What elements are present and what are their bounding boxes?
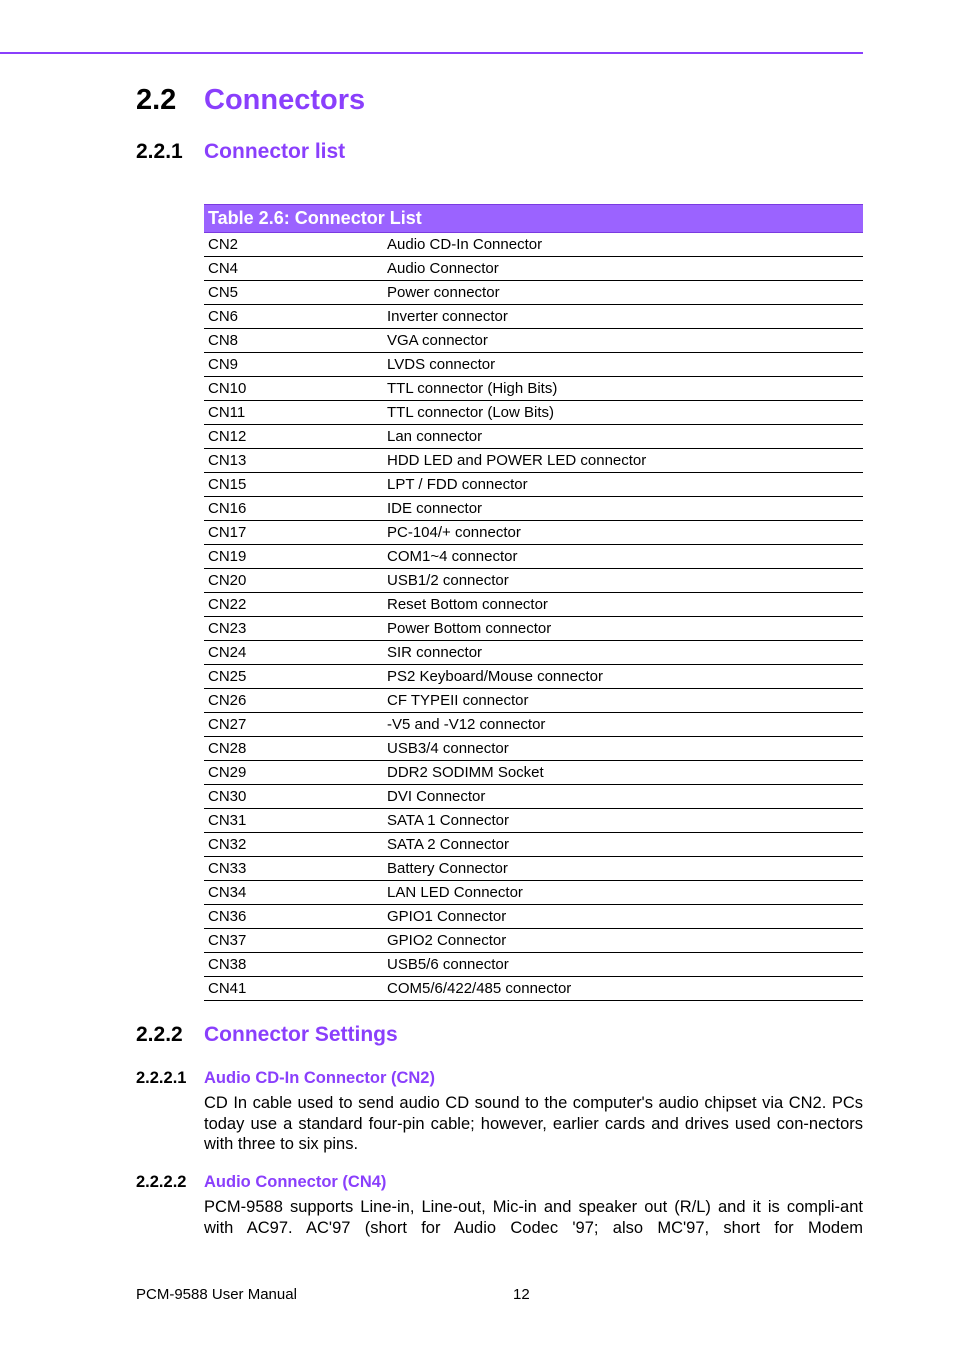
section-number: 2.2 xyxy=(136,84,177,116)
connector-description: Inverter connector xyxy=(387,308,508,325)
table-row xyxy=(204,473,863,497)
table-row xyxy=(204,809,863,833)
connector-description: Power connector xyxy=(387,284,500,301)
table-row xyxy=(204,449,863,473)
subsection-number: 2.2.2 xyxy=(136,1023,183,1046)
connector-id: CN26 xyxy=(208,692,247,709)
connector-id: CN15 xyxy=(208,476,247,493)
connector-id: CN32 xyxy=(208,836,247,853)
connector-id: CN34 xyxy=(208,884,247,901)
connector-description: Audio Connector xyxy=(387,260,499,277)
connector-id: CN13 xyxy=(208,452,247,469)
item-heading-cn2 xyxy=(136,1067,435,1089)
connector-id: CN6 xyxy=(208,308,239,325)
connector-id: CN30 xyxy=(208,788,247,805)
connector-description: Battery Connector xyxy=(387,860,508,877)
connector-id: CN38 xyxy=(208,956,247,973)
connector-id: CN27 xyxy=(208,716,247,733)
connector-description: Audio CD-In Connector xyxy=(387,236,543,253)
connector-description: VGA connector xyxy=(387,332,488,349)
table-row xyxy=(204,353,863,377)
connector-id: CN25 xyxy=(208,668,247,685)
table-row xyxy=(204,977,863,1001)
connector-id: CN36 xyxy=(208,908,247,925)
item-heading-cn4 xyxy=(136,1171,386,1193)
connector-id: CN16 xyxy=(208,500,247,517)
table-row xyxy=(204,689,863,713)
connector-description: Power Bottom connector xyxy=(387,620,552,637)
subsection-title: Connector Settings xyxy=(204,1023,398,1046)
item-number: 2.2.2.2 xyxy=(136,1173,187,1191)
connector-description: LAN LED Connector xyxy=(387,884,523,901)
table-row xyxy=(204,665,863,689)
connector-id: CN5 xyxy=(208,284,239,301)
connector-id: CN4 xyxy=(208,260,239,277)
table-row xyxy=(204,521,863,545)
connector-id: CN22 xyxy=(208,596,247,613)
connector-description: COM5/6/422/485 connector xyxy=(387,980,572,997)
connector-id: CN10 xyxy=(208,380,247,397)
connector-description: HDD LED and POWER LED connector xyxy=(387,452,647,469)
connector-description: GPIO1 Connector xyxy=(387,908,507,925)
table-row xyxy=(204,785,863,809)
item-number: 2.2.2.1 xyxy=(136,1069,187,1087)
connector-description: COM1~4 connector xyxy=(387,548,518,565)
connector-description: PS2 Keyboard/Mouse connector xyxy=(387,668,603,685)
connector-description: SATA 1 Connector xyxy=(387,812,510,829)
connector-description: USB5/6 connector xyxy=(387,956,509,973)
item-title: Audio Connector (CN4) xyxy=(204,1173,387,1191)
connector-description: LVDS connector xyxy=(387,356,496,373)
table-row xyxy=(204,905,863,929)
connector-description: DDR2 SODIMM Socket xyxy=(387,764,544,781)
table-row xyxy=(204,833,863,857)
connector-id: CN31 xyxy=(208,812,247,829)
footer-manual-title: PCM-9588 User Manual xyxy=(136,1286,297,1303)
connector-id: CN37 xyxy=(208,932,247,949)
subsection-number: 2.2.1 xyxy=(136,140,183,163)
table-row xyxy=(204,401,863,425)
connector-description: SATA 2 Connector xyxy=(387,836,510,853)
table-row xyxy=(204,761,863,785)
connector-description: TTL connector (High Bits) xyxy=(387,380,558,397)
table-row xyxy=(204,641,863,665)
connector-id: CN11 xyxy=(208,404,246,421)
connector-id: CN19 xyxy=(208,548,247,565)
paragraph-cn4: PCM-9588 supports Line-in, Line-out, Mic-in and speaker out (R/L) and it is compli-ant with AC97. AC'97 (short for Audio Codec '97; also MC'97, short for Modem xyxy=(204,1198,863,1237)
connector-id: CN33 xyxy=(208,860,247,877)
connector-description: IDE connector xyxy=(387,500,483,517)
table-row xyxy=(204,569,863,593)
subsection-title: Connector list xyxy=(204,140,346,163)
connector-id: CN12 xyxy=(208,428,247,445)
table-body xyxy=(204,233,863,1001)
connector-id: CN20 xyxy=(208,572,247,589)
table-caption: Table 2.6: Connector List xyxy=(204,204,863,233)
connector-id: CN8 xyxy=(208,332,239,349)
subsection-heading-settings xyxy=(136,1021,398,1049)
header-rule xyxy=(0,52,863,54)
paragraph-cn2: CD In cable used to send audio CD sound to the computer's audio chipset via CN2. PCs today use a standard four-pin cable; however, earlier cards and drives used con-nectors with three to six pins. xyxy=(204,1094,863,1153)
table-row xyxy=(204,857,863,881)
table-row xyxy=(204,545,863,569)
table-row xyxy=(204,257,863,281)
table-row xyxy=(204,737,863,761)
table-row xyxy=(204,497,863,521)
table-row xyxy=(204,929,863,953)
connector-id: CN23 xyxy=(208,620,247,637)
connector-id: CN17 xyxy=(208,524,247,541)
connector-description: Lan connector xyxy=(387,428,483,445)
subsection-heading-list xyxy=(136,138,345,166)
item-title: Audio CD-In Connector (CN2) xyxy=(204,1069,435,1087)
connector-id: CN9 xyxy=(208,356,239,373)
connector-id: CN29 xyxy=(208,764,247,781)
footer-page-number: 12 xyxy=(513,1286,530,1303)
table-row xyxy=(204,281,863,305)
connector-description: GPIO2 Connector xyxy=(387,932,507,949)
connector-description: USB3/4 connector xyxy=(387,740,509,757)
table-row xyxy=(204,233,863,257)
table-row xyxy=(204,377,863,401)
table-row xyxy=(204,617,863,641)
connector-id: CN2 xyxy=(208,236,239,253)
table-row xyxy=(204,329,863,353)
connector-description: TTL connector (Low Bits) xyxy=(387,404,554,421)
section-heading xyxy=(136,80,365,120)
connector-description: LPT / FDD connector xyxy=(387,476,528,493)
connector-table xyxy=(204,204,863,1001)
table-row xyxy=(204,593,863,617)
table-row xyxy=(204,953,863,977)
connector-description: Reset Bottom connector xyxy=(387,596,548,613)
table-row xyxy=(204,425,863,449)
connector-description: -V5 and -V12 connector xyxy=(387,716,546,733)
table-row xyxy=(204,305,863,329)
connector-description: SIR connector xyxy=(387,644,483,661)
section-title: Connectors xyxy=(204,84,366,116)
connector-id: CN41 xyxy=(208,980,247,997)
connector-description: PC-104/+ connector xyxy=(387,524,521,541)
table-row xyxy=(204,881,863,905)
connector-id: CN28 xyxy=(208,740,247,757)
table-row xyxy=(204,713,863,737)
connector-description: DVI Connector xyxy=(387,788,486,805)
connector-description: CF TYPEII connector xyxy=(387,692,529,709)
connector-id: CN24 xyxy=(208,644,247,661)
connector-description: USB1/2 connector xyxy=(387,572,509,589)
